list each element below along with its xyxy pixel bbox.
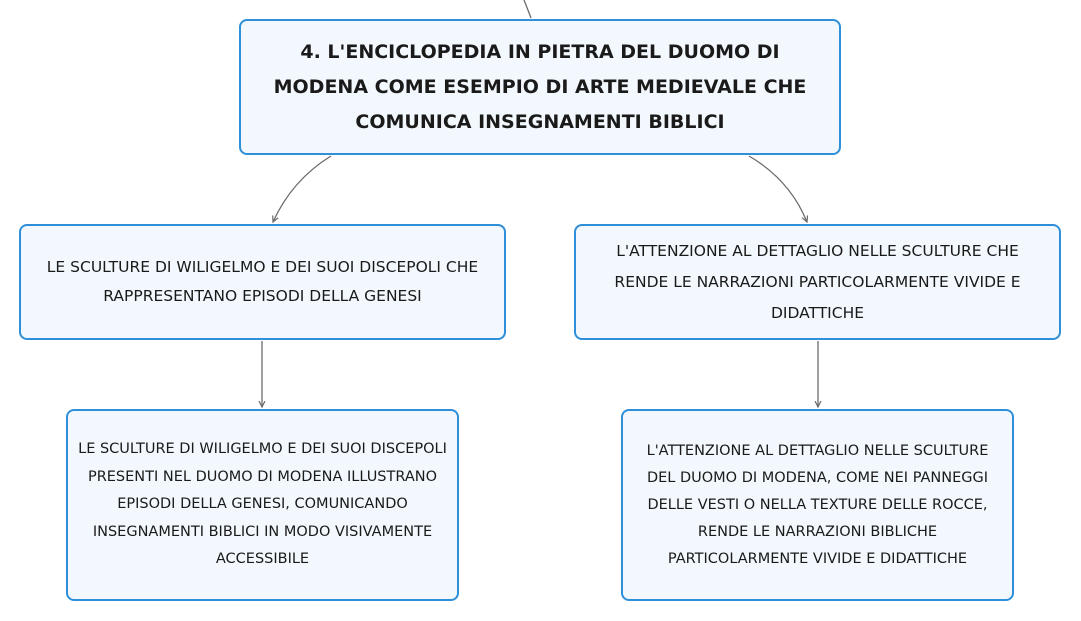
- branch-node-attention-to-detail[interactable]: [574, 224, 1061, 340]
- branch-node-genesis-sculptures[interactable]: [19, 224, 506, 340]
- connector-from-parent: [524, 0, 531, 18]
- child-node-detail-description[interactable]: [621, 409, 1014, 601]
- child-node-text: LE SCULTURE DI WILIGELMO E DEI SUOI DISCEPOLI PRESENTI NEL DUOMO DI MODENA ILLUSTRANO EPISODI DELLA GENESI, COMUNICANDO INSEGNAMENTI BIBLICI IN MODO VISIVAMENTE ACCESSIBILE: [78, 441, 447, 568]
- connector-root-to-left-branch: [273, 156, 331, 222]
- branch-node-text: L'ATTENZIONE AL DETTAGLIO NELLE SCULTURE CHE RENDE LE NARRAZIONI PARTICOLARMENTE VIVIDE E DIDATTICHE: [614, 241, 1021, 322]
- connector-root-to-right-branch: [749, 156, 807, 222]
- root-topic-node[interactable]: [239, 19, 841, 155]
- root-topic-text: 4. L'ENCICLOPEDIA IN PIETRA DEL DUOMO DI MODENA COME ESEMPIO DI ARTE MEDIEVALE CHE COMUNICA INSEGNAMENTI BIBLICI: [273, 40, 807, 133]
- branch-node-text: LE SCULTURE DI WILIGELMO E DEI SUOI DISCEPOLI CHE RAPPRESENTANO EPISODI DELLA GENESI: [46, 258, 479, 305]
- child-node-genesis-episodes[interactable]: [66, 409, 459, 601]
- child-node-text: L'ATTENZIONE AL DETTAGLIO NELLE SCULTURE DEL DUOMO DI MODENA, COME NEI PANNEGGI DELLE VESTI O NELLA TEXTURE DELLE ROCCE, RENDE LE NARRAZIONI BIBLICHE PARTICOLARMENTE VIVIDE E DIDATTICHE: [646, 442, 989, 567]
